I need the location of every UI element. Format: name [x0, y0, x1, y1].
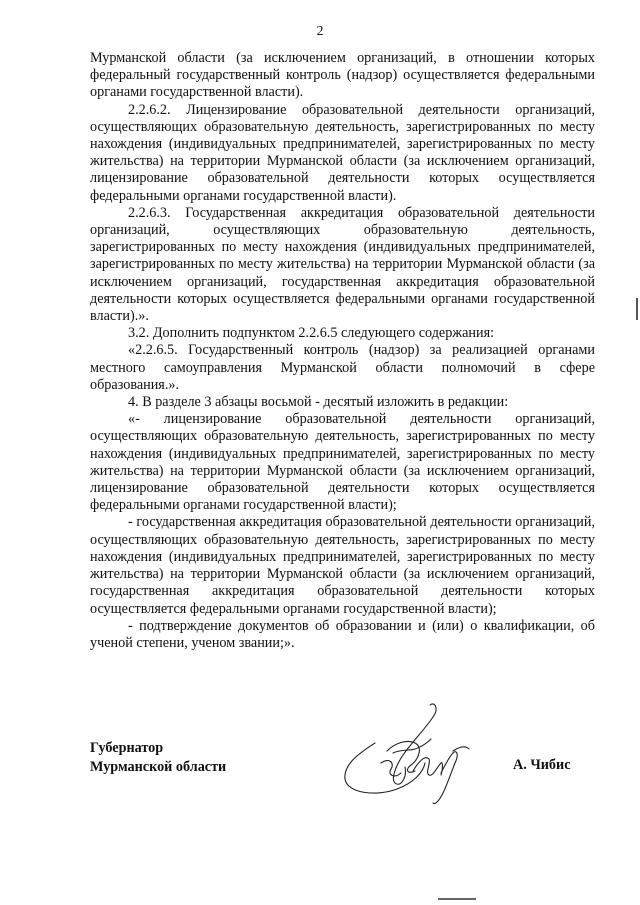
- paragraph: «- лицензирование образовательной деятельности организаций, осуществляющих образовательную деятельность, зарегистрированных по месту нахождения (индивидуальных предпринимателей, зарегистрированных по месту жительства) на территории Мурманской области (за исключением организаций, лицензирование образовательной деятельности которых осуществляется федеральными органами государственной власти);: [90, 411, 595, 514]
- signatory-title-line1: Губернатор: [90, 740, 164, 756]
- paragraph: 3.2. Дополнить подпунктом 2.2.6.5 следующего содержания:: [128, 325, 495, 342]
- paragraph: 2.2.6.3. Государственная аккредитация образовательной деятельности организаций, осуществляющих образовательную деятельность, зарегистрированных по месту нахождения (индивидуальных предпринимателей, зарегистрированных по месту жительства) на территории Мурманской области (за исключением организаций, государственная аккредитация образовательной деятельности которых осуществляется федеральными органами государственной власти).».: [90, 204, 595, 325]
- signatory-title: [90, 739, 226, 777]
- paragraph: - подтверждение документов об образовании и (или) о квалификации, об ученой степени, ученом звании;».: [90, 617, 595, 651]
- scan-edge-mark: [636, 298, 638, 320]
- paragraph: - государственная аккредитация образовательной деятельности организаций, осуществляющих образовательную деятельность, зарегистрированных по месту нахождения (индивидуальных предпринимателей, зарегистрированных по месту жительства) на территории Мурманской области (за исключением организаций, государственная аккредитация образовательной деятельности которых осуществляется федеральными органами государственной власти);: [90, 514, 595, 617]
- paragraph: 4. В разделе 3 абзацы восьмой - десятый изложить в редакции:: [128, 394, 509, 411]
- paragraph: Мурманской области (за исключением организаций, в отношении которых федеральный государственный контроль (надзор) осуществляется федеральными органами государственной власти).: [90, 50, 595, 101]
- signatory-title-line2: Мурманской области: [90, 759, 227, 775]
- paragraph: 2.2.6.2. Лицензирование образовательной деятельности организаций, осуществляющих образовательную деятельность, зарегистрированных по месту нахождения (индивидуальных предпринимателей, зарегистрированных по месту жительства) на территории Мурманской области (за исключением организаций, лицензирование образовательной деятельности которых осуществляется федеральными органами государственной власти).: [90, 101, 595, 204]
- page-number: 2: [316, 24, 324, 39]
- handwritten-signature: [335, 693, 480, 808]
- signatory-name: А. Чибис: [513, 757, 571, 773]
- document-body: [90, 50, 595, 652]
- scan-footer-mark: [438, 898, 476, 904]
- paragraph: «2.2.6.5. Государственный контроль (надзор) за реализацией органами местного самоуправления Мурманской области полномочий в сфере образования.».: [90, 342, 595, 393]
